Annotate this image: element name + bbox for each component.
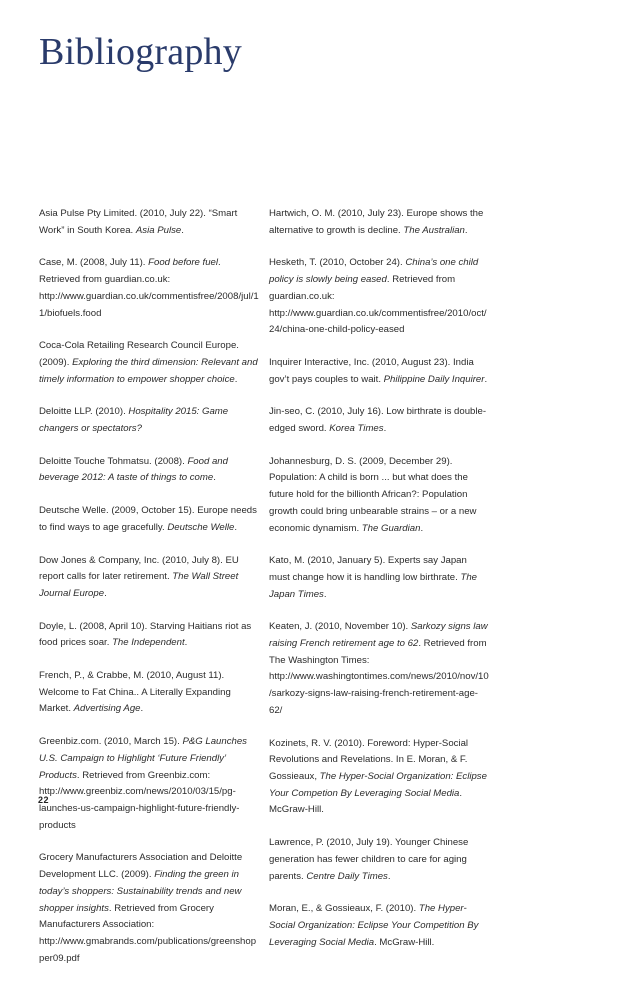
entry-text: Asia Pulse Pty Limited. (2010, July 22). “Smart Work” in South Korea.: [39, 208, 238, 236]
entry-italic-title: Sarkozy signs law raising French retirement age to 62: [269, 621, 488, 650]
entry-text: Deloitte LLP. (2010).: [39, 406, 129, 418]
bibliography-entry: [269, 553, 490, 603]
left-column: [39, 206, 259, 983]
entry-text: Deutsche Welle. (2009, October 15). Europe needs to find ways to age gracefully.: [39, 505, 257, 533]
entry-text: .: [234, 373, 238, 385]
entry-italic-title: Centre Daily Times: [306, 870, 388, 882]
entry-text: . Retrieved from guardian.co.uk: http://www.guardian.co.uk/commentisfree/2008/jul/11/biofuels.food: [39, 257, 259, 319]
entry-text: . McGraw-Hill.: [374, 936, 435, 948]
entry-text: Case, M. (2008, July 11).: [39, 257, 149, 269]
bibliography-entry: [269, 355, 490, 388]
bibliography-entry: [269, 736, 490, 820]
bibliography-entry: [39, 850, 259, 967]
bibliography-entry: [39, 454, 259, 487]
entry-text: .: [213, 472, 216, 484]
entry-italic-title: The Hyper-Social Organization: Eclipse Your Competition By Leveraging Social Media: [269, 903, 479, 948]
entry-italic-title: Finding the green in today’s shoppers: Sustainability trends and new shopper insights: [39, 869, 242, 914]
entry-text: Kato, M. (2010, January 5). Experts say Japan must change how it is handling low birthrate.: [269, 555, 467, 583]
bibliography-entry: [39, 734, 259, 834]
entry-text: Keaten, J. (2010, November 10).: [269, 621, 411, 633]
entry-text: .: [181, 224, 184, 236]
entry-text: Moran, E., & Gossieaux, F. (2010).: [269, 903, 419, 915]
entry-italic-title: Philippine Daily Inquirer: [383, 373, 485, 385]
bibliography-entry: [269, 255, 490, 339]
bibliography-entry: [269, 206, 490, 239]
entry-text: .: [104, 587, 107, 599]
bibliography-entry: [269, 404, 490, 437]
bibliography-entry: [269, 835, 490, 885]
entry-italic-title: The Hyper-Social Organization: Eclipse Your Competion By Leveraging Social Media: [269, 770, 487, 799]
entry-text: .: [464, 224, 468, 236]
entry-text: Johannesburg, D. S. (2009, December 29). Population: A child is born ... but what does the future hold for the billionth African?: Population growth could bring unbearable strains – or a new economic dynamism.: [269, 455, 477, 534]
entry-italic-title: Advertising Age: [73, 703, 141, 715]
entry-text: Greenbiz.com. (2010, March 15).: [39, 736, 183, 748]
entry-text: Jin-seo, C. (2010, July 16). Low birthrate is double-edged sword.: [269, 406, 487, 435]
right-column: [269, 206, 490, 967]
bibliography-entry: [269, 619, 490, 719]
entry-italic-title: Food before fuel: [148, 257, 219, 269]
page-number: 22: [38, 795, 50, 805]
entry-text: Hartwich, O. M. (2010, July 23). Europe shows the alternative to growth is decline.: [269, 208, 484, 236]
entry-text: Lawrence, P. (2010, July 19). Younger Chinese generation has fewer children to care for aging parents.: [269, 837, 469, 882]
entry-text: Coca-Cola Retailing Research Council Europe. (2009).: [39, 340, 239, 368]
entry-text: Dow Jones & Company, Inc. (2010, July 8). EU report calls for later retirement.: [39, 554, 239, 583]
entry-text: . Retrieved from Greenbiz.com: http://www.greenbiz.com/news/2010/03/15/pg-launches-us-campaign-highlight-future-friendly-products: [39, 769, 240, 831]
entry-italic-title: Deutsche Welle: [167, 521, 235, 533]
bibliography-entry: [39, 503, 259, 536]
entry-italic-title: P&G Launches U.S. Campaign to Highlight ‘Future Friendly’ Products: [39, 736, 247, 781]
entry-italic-title: Hospitality 2015: Game changers or spectators?: [39, 406, 229, 435]
entry-text: .: [484, 373, 488, 385]
entry-text: . McGraw-Hill.: [269, 787, 463, 816]
entry-text: . Retrieved from The Washington Times: http://www.washingtontimes.com/news/2010/nov/10/sarkozy-signs-law-raising-french-retirement-age-62/: [269, 638, 489, 716]
entry-text: Kozinets, R. V. (2010). Foreword: Hyper-Social Revolutions and Revelations. In E. Moran, & F. Gossieaux,: [269, 737, 469, 782]
entry-italic-title: Food and beverage 2012: A taste of things to come: [39, 455, 228, 484]
bibliography-entry: [39, 553, 259, 603]
bibliography-entry: [39, 404, 259, 437]
page-title: Bibliography: [39, 31, 242, 73]
entry-text: .: [323, 588, 327, 600]
entry-text: Hesketh, T. (2010, October 24).: [269, 257, 406, 269]
entry-italic-title: Korea Times: [329, 423, 384, 435]
bibliography-entry: [39, 338, 259, 388]
entry-italic-title: The Japan Times: [269, 571, 477, 600]
entry-italic-title: The Guardian: [361, 522, 421, 534]
entry-text: .: [234, 521, 238, 533]
entry-text: Doyle, L. (2008, April 10). Starving Haitians riot as food prices soar.: [39, 620, 252, 649]
entry-italic-title: Asia Pulse: [135, 224, 182, 236]
entry-text: .: [140, 703, 144, 715]
entry-text: . Retrieved from guardian.co.uk: http://www.guardian.co.uk/commentisfree/2010/oct/24/china-one-child-policy-eased: [269, 274, 487, 336]
entry-italic-title: Exploring the third dimension: Relevant and timely information to empower shopper choice: [39, 356, 258, 385]
bibliography-entry: [39, 668, 259, 718]
bibliography-entry: [39, 206, 259, 239]
entry-text: Grocery Manufacturers Association and Deloitte Development LLC. (2009).: [39, 852, 243, 881]
entry-text: .: [387, 870, 391, 882]
entry-text: French, P., & Crabbe, M. (2010, August 11). Welcome to Fat China.. A Literally Expanding Market.: [39, 670, 231, 715]
entry-text: .: [420, 522, 424, 534]
entry-text: Inquirer Interactive, Inc. (2010, August 23). India gov’t pays couples to wait.: [269, 356, 474, 385]
bibliography-entry: [269, 454, 490, 538]
entry-italic-title: China’s one child policy is slowly being eased: [269, 257, 479, 286]
bibliography-entry: [39, 619, 259, 652]
entry-italic-title: The Independent: [112, 637, 185, 649]
entry-italic-title: The Wall Street Journal Europe: [39, 571, 239, 599]
entry-text: Deloitte Touche Tohmatsu. (2008).: [39, 455, 188, 467]
entry-text: .: [184, 637, 188, 649]
entry-text: .: [383, 423, 387, 435]
bibliography-entry: [39, 255, 259, 322]
entry-italic-title: The Australian: [403, 224, 465, 236]
bibliography-entry: [269, 901, 490, 951]
entry-text: . Retrieved from Grocery Manufacturers Association: http://www.gmabrands.com/publications/greenshopper09.pdf: [39, 902, 257, 964]
